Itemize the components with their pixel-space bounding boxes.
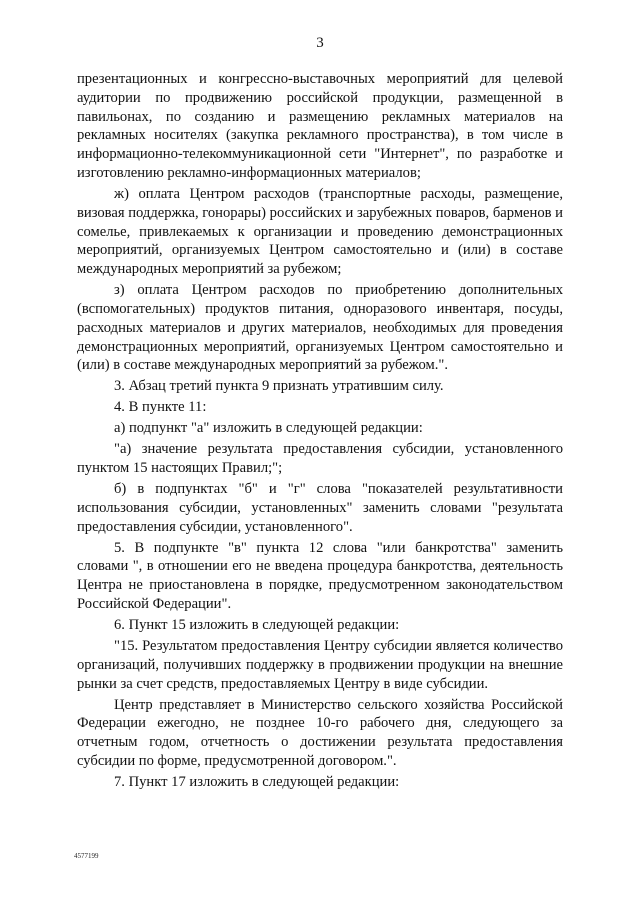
paragraph-reporting: Центр представляет в Министерство сельского хозяйства Российской Федерации ежегодно, не позднее 10-го рабочего дня, следующего за отчетным годом, отчетность о достижении результата предоставления субсидии по форме, предусмотренной договором.". <box>77 696 563 769</box>
paragraph-quoted-15: "15. Результатом предоставления Центру субсидии является количество организаций, получивших поддержку в продвижении продукции на внешние рынки за счет средств, предоставляемых Центру в виде субсидии. <box>77 637 563 692</box>
paragraph-item-z: з) оплата Центром расходов по приобретению дополнительных (вспомогательных) продуктов питания, одноразового инвентаря, посуды, расходных материалов и других материалов, необходимых для проведения демонстрационных мероприятий, организуемых Центром самостоятельно и (или) в составе международных мероприятий за рубежом.". <box>77 282 563 374</box>
document-id: 4577199 <box>74 852 99 860</box>
paragraph-subpoint-a: а) подпункт "а" изложить в следующей редакции: <box>114 420 423 437</box>
paragraph-quoted-a: "а) значение результата предоставления субсидии, установленного пунктом 15 настоящих Правил;"; <box>77 441 563 477</box>
paragraph-point-4: 4. В пункте 11: <box>114 399 207 416</box>
paragraph-continuation: презентационных и конгрессно-выставочных мероприятий для целевой аудитории по продвижению российской продукции, размещенной в павильонах, по созданию и размещению рекламных материалов на рекламных носителях (закупка рекламного пространства), в том числе в информационно-телекоммуникационной сети "Интернет", по разработке и изготовлению рекламно-информационных материалов; <box>77 71 563 181</box>
paragraph-point-5: 5. В подпункте "в" пункта 12 слова "или банкротства" заменить словами ", в отношении его не введена процедура банкротства, деятельность Центра не приостановлена в порядке, предусмотренном законодательством Российской Федерации". <box>77 539 563 613</box>
paragraph-subpoint-b: б) в подпунктах "б" и "г" слова "показателей результативности использования субсидии, установленных" заменить словами "результата предоставления субсидии, установленного". <box>77 481 563 535</box>
paragraph-point-7: 7. Пункт 17 изложить в следующей редакции: <box>114 773 400 790</box>
paragraph-point-6: 6. Пункт 15 изложить в следующей редакции: <box>114 617 400 633</box>
document-body <box>77 70 563 794</box>
paragraph-point-3: 3. Абзац третий пункта 9 признать утратившим силу. <box>114 378 444 395</box>
page-number: 3 <box>316 35 324 51</box>
paragraph-item-zh: ж) оплата Центром расходов (транспортные расходы, размещение, визовая поддержка, гонорары) российских и зарубежных поваров, барменов и сомелье, привлекаемых к организации и проведению демонстрационных мероприятий, организуемых Центром самостоятельно и (или) в составе международных мероприятий за рубежом; <box>77 185 563 278</box>
